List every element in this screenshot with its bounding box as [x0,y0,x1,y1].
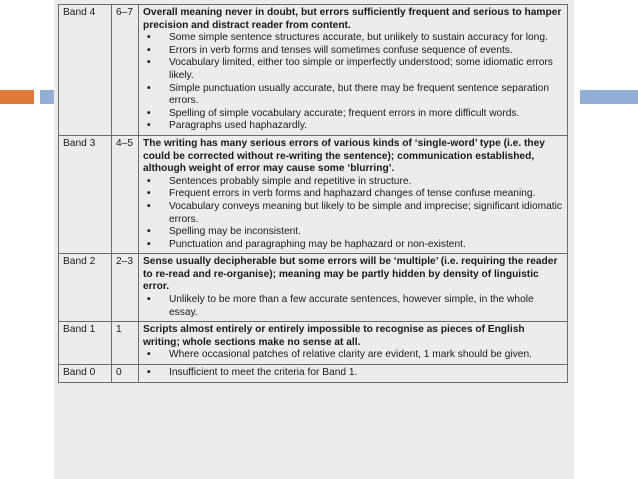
band-descriptor [139,365,568,383]
criteria-item: • Vocabulary conveys meaning but likely to be simple and imprecise; significant idiomatic errors. [143,201,563,226]
criteria-list [143,367,563,380]
band-descriptor [139,135,568,253]
criteria-item: • Unlikely to be more than a few accurate sentences, however simple, in the whole essay. [143,294,563,319]
criteria-item: • Errors in verb forms and tenses will sometimes confuse sequence of events. [143,45,563,58]
band-row [59,5,568,136]
criteria-item: • Spelling of simple vocabulary accurate; frequent errors in more difficult words. [143,108,563,121]
accent-bar-blue-right [580,90,638,104]
criteria-list [143,349,563,362]
criteria-item: • Frequent errors in verb forms and haphazard changes of tense confuse meaning. [143,188,563,201]
criteria-item: • Spelling may be inconsistent. [143,226,563,239]
criteria-item: • Where occasional patches of relative clarity are evident, 1 mark should be given. [143,349,563,362]
band-summary: Overall meaning never in doubt, but errors sufficiently frequent and serious to hamper precision and distract reader from content. [143,7,562,31]
band-summary: The writing has many serious errors of various kinds of ‘single-word’ type (i.e. they could be corrected without re-writing the sentence); communication established, although weight of error may cause some ‘blurring’. [143,137,545,175]
band-name: Band 4 [59,5,112,136]
band-descriptor [139,322,568,365]
band-summary: Scripts almost entirely or entirely impossible to recognise as pieces of English writing; whole sections make no sense at all. [143,324,525,348]
accent-bar-blue-left [40,90,54,104]
criteria-list [143,294,563,319]
band-name: Band 0 [59,365,112,383]
criteria-item: • Sentences probably simple and repetitive in structure. [143,176,563,189]
criteria-list [143,176,563,252]
rubric-body [59,5,568,383]
band-row [59,322,568,365]
accent-bar-orange [0,90,34,104]
band-marks: 1 [112,322,139,365]
band-name: Band 1 [59,322,112,365]
criteria-item: • Paragraphs used haphazardly. [143,120,563,133]
band-marks: 4–5 [112,135,139,253]
band-summary: Sense usually decipherable but some errors will be ‘multiple’ (i.e. requiring the reader to re-read and re-organise); meaning may be partly hidden by density of linguistic error. [143,256,558,293]
criteria-item: • Vocabulary limited, either too simple or imperfectly understood; some idiomatic errors likely. [143,57,563,82]
band-descriptor [139,254,568,322]
band-name: Band 2 [59,254,112,322]
band-marks: 0 [112,365,139,383]
criteria-item: • Insufficient to meet the criteria for Band 1. [143,367,563,380]
criteria-item: • Some simple sentence structures accurate, but unlikely to sustain accuracy for long. [143,32,563,45]
band-descriptor [139,5,568,136]
band-row [59,254,568,322]
document-scan [54,0,574,479]
criteria-item: • Punctuation and paragraphing may be haphazard or non-existent. [143,239,563,252]
band-name: Band 3 [59,135,112,253]
band-marks: 2–3 [112,254,139,322]
criteria-item: • Simple punctuation usually accurate, but there may be frequent sentence separation errors. [143,83,563,108]
criteria-list [143,32,563,133]
band-row [59,135,568,253]
band-marks: 6–7 [112,5,139,136]
marking-rubric-table [58,4,568,383]
band-row [59,365,568,383]
